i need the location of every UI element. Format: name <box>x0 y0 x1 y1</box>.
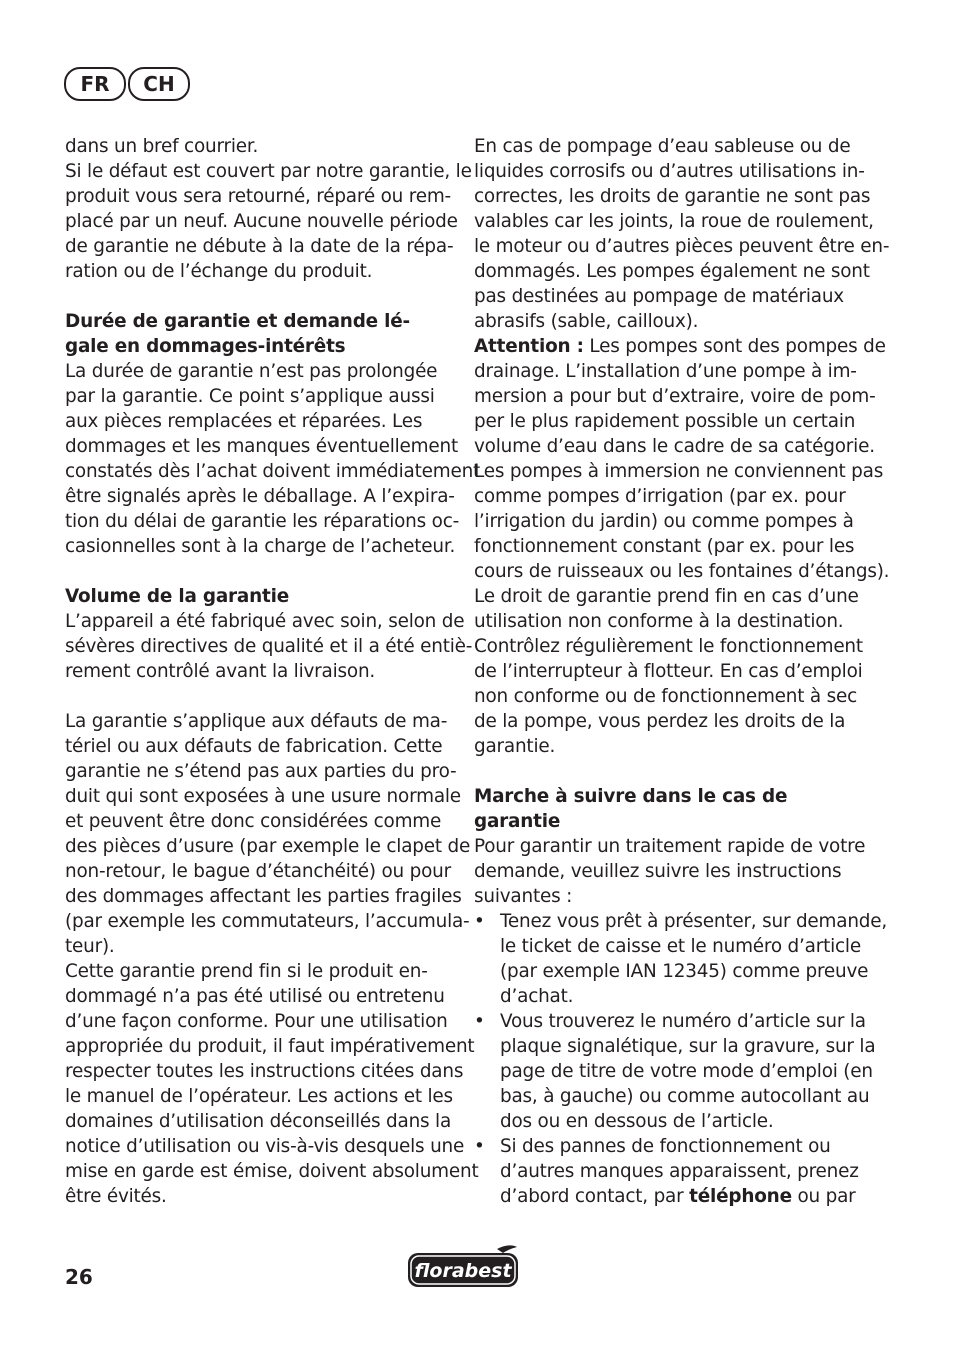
text-line: cours de ruisseaux ou les fontaines d’étangs). <box>474 561 890 582</box>
paragraph-attention <box>474 359 890 759</box>
text-line: respecter toutes les instructions citées dans <box>65 1061 464 1082</box>
text-line: rement contrôlé avant la livraison. <box>65 661 376 682</box>
text-line: valables car les joints, la roue de roulement, <box>474 211 874 232</box>
heading-volume-garantie <box>65 584 455 609</box>
text-line: Volume de la garantie <box>65 586 289 607</box>
text-line: non-retour, le bague d’étanchéité) ou pour <box>65 861 451 882</box>
text-line: produit vous sera retourné, réparé ou rem- <box>65 186 451 207</box>
language-badge-ch: CH <box>128 67 190 101</box>
paragraph-volume-intro <box>65 609 473 684</box>
text-line: dos ou en dessous de l’article. <box>500 1111 774 1132</box>
text-line: ration ou de l’échange du produit. <box>65 261 373 282</box>
text-line: Pour garantir un traitement rapide de votre <box>474 836 866 857</box>
text-line: de la pompe, vous perdez les droits de la <box>474 711 846 732</box>
text-line: pas destinées au pompage de matériaux <box>474 286 844 307</box>
paragraph-pompage <box>474 134 890 334</box>
text-line: garantie <box>474 811 561 832</box>
text-line: par la garantie. Ce point s’applique aussi <box>65 386 435 407</box>
text-line: mersion a pour but d’extraire, voire de pom- <box>474 386 876 407</box>
text-run: d’abord contact, par <box>500 1186 690 1207</box>
bullet-text <box>500 1134 869 1184</box>
text-line: placé par un neuf. Aucune nouvelle période <box>65 211 458 232</box>
text-line: d’achat. <box>500 986 574 1007</box>
attention-line <box>474 334 886 359</box>
text-line: Marche à suivre dans le cas de <box>474 786 788 807</box>
text-line: d’une façon conforme. Pour une utilisation <box>65 1011 448 1032</box>
text-line: sévères directives de qualité et il a été entiè- <box>65 636 473 657</box>
text-line: notice d’utilisation ou vis-à-vis desquels une <box>65 1136 465 1157</box>
text-line: page de titre de votre mode d’emploi (en <box>500 1061 873 1082</box>
logo-leaf-icon <box>497 1245 517 1253</box>
intro-paragraph <box>65 134 472 284</box>
text-line: mise en garde est émise, doivent absolument <box>65 1161 479 1182</box>
text-line: (par exemple les commutateurs, l’accumula- <box>65 911 470 932</box>
text-line: casionnelles sont à la charge de l’acheteur. <box>65 536 456 557</box>
text-line: La garantie s’applique aux défauts de ma- <box>65 711 448 732</box>
text-line: volume d’eau dans le cadre de sa catégorie. <box>474 436 875 457</box>
text-line: teur). <box>65 936 115 957</box>
text-line: d’autres manques apparaissent, prenez <box>500 1161 859 1182</box>
text-line: correctes, les droits de garantie ne sont pas <box>474 186 871 207</box>
text-line: dommagés. Les pompes également ne sont <box>474 261 870 282</box>
text-line: Si des pannes de fonctionnement ou <box>500 1136 831 1157</box>
text-line: (par exemple IAN 12345) comme preuve <box>500 961 869 982</box>
text-line: constatés dès l’achat doivent immédiatement <box>65 461 481 482</box>
text-line: liquides corrosifs ou d’autres utilisations in- <box>474 161 865 182</box>
bullet-text <box>500 1009 876 1134</box>
text-line: utilisation non conforme à la destination. <box>474 611 844 632</box>
text-line: Cette garantie prend fin si le produit en- <box>65 961 428 982</box>
text-line: dommages et les manques éventuellement <box>65 436 458 457</box>
heading-marche-a-suivre <box>474 784 869 834</box>
text-line: tion du délai de garantie les réparations oc- <box>65 511 460 532</box>
text-line: bas, à gauche) ou comme autocollant au <box>500 1086 870 1107</box>
text-line: l’irrigation du jardin) ou comme pompes à <box>474 511 854 532</box>
text-line: Tenez vous prêt à présenter, sur demande, <box>500 911 888 932</box>
text-line: plaque signalétique, sur la gravure, sur la <box>500 1036 876 1057</box>
florabest-logo <box>405 1243 521 1291</box>
attention-text: Les pompes sont des pompes de <box>583 336 886 357</box>
text-line: domaines d’utilisation déconseillés dans la <box>65 1111 452 1132</box>
text-line: fonctionnement constant (par ex. pour les <box>474 536 855 557</box>
left-column <box>65 134 481 1209</box>
text-run: ou par <box>791 1186 856 1207</box>
text-line: et peuvent être donc considérées comme <box>65 811 442 832</box>
text-line: Les pompes à immersion ne conviennent pas <box>474 461 884 482</box>
text-line: le ticket de caisse et le numéro d’article <box>500 936 861 957</box>
text-line: appropriée du produit, il faut impérativement <box>65 1036 475 1057</box>
text-line: de garantie ne débute à la date de la répa- <box>65 236 454 257</box>
language-badge-fr: FR <box>64 67 126 101</box>
text-line: abrasifs (sable, cailloux). <box>474 311 699 332</box>
text-line: Si le défaut est couvert par notre garantie, le <box>65 161 472 182</box>
paragraph-duree-garantie <box>65 359 481 559</box>
bullet-item-pannes <box>474 1134 869 1209</box>
logo-text: florabest <box>414 1260 512 1282</box>
text-line: Durée de garantie et demande lé- <box>65 311 410 332</box>
text-line: le moteur ou d’autres pièces peuvent être en- <box>474 236 890 257</box>
paragraph-marche-intro <box>474 834 869 909</box>
bullet-icon: • <box>474 911 485 932</box>
text-line: être évités. <box>65 1186 167 1207</box>
right-column <box>474 134 890 1209</box>
text-line: dommagé n’a pas été utilisé ou entretenu <box>65 986 445 1007</box>
text-line: demande, veuillez suivre les instructions <box>474 861 842 882</box>
text-line: gale en dommages-intérêts <box>65 336 346 357</box>
text-line: le manuel de l’opérateur. Les actions et les <box>65 1086 453 1107</box>
telephone-bold: téléphone <box>689 1186 792 1207</box>
text-line: dans un bref courrier. <box>65 136 259 157</box>
text-line: Contrôlez régulièrement le fonctionnement <box>474 636 863 657</box>
text-line: duit qui sont exposées à une usure normale <box>65 786 461 807</box>
text-line: de l’interrupteur à flotteur. En cas d’emploi <box>474 661 863 682</box>
text-line: per le plus rapidement possible un certain <box>474 411 856 432</box>
bullet-item-ticket <box>474 909 888 1009</box>
text-line: tériel ou aux défauts de fabrication. Cette <box>65 736 443 757</box>
heading-duree-garantie <box>65 309 455 359</box>
text-line: Le droit de garantie prend fin en cas d’une <box>474 586 859 607</box>
text-line: des pièces d’usure (par exemple le clapet de <box>65 836 471 857</box>
bullet-item-numero-article <box>474 1009 876 1134</box>
text-line: aux pièces remplacées et réparées. Les <box>65 411 423 432</box>
paragraph-volume-details <box>65 709 479 1209</box>
text-line: non conforme ou de fonctionnement à sec <box>474 686 858 707</box>
text-line: être signalés après le déballage. A l’expira- <box>65 486 455 507</box>
text-line: drainage. L’installation d’une pompe à im- <box>474 361 857 382</box>
text-line: La durée de garantie n’est pas prolongée <box>65 361 438 382</box>
text-line: suivantes : <box>474 886 573 907</box>
text-line: comme pompes d’irrigation (par ex. pour <box>474 486 846 507</box>
text-line: garantie ne s’étend pas aux parties du pro- <box>65 761 457 782</box>
text-line: Vous trouverez le numéro d’article sur la <box>500 1011 866 1032</box>
bullet-text-last-line <box>500 1184 869 1209</box>
text-line: garantie. <box>474 736 556 757</box>
text-line: L’appareil a été fabriqué avec soin, selon de <box>65 611 465 632</box>
text-line: des dommages affectant les parties fragiles <box>65 886 462 907</box>
page-number: 26 <box>65 1265 93 1289</box>
bullet-text <box>500 909 888 1009</box>
bullet-icon: • <box>474 1136 485 1157</box>
text-line: En cas de pompage d’eau sableuse ou de <box>474 136 851 157</box>
attention-label: Attention : <box>474 336 584 357</box>
bullet-icon: • <box>474 1011 485 1032</box>
